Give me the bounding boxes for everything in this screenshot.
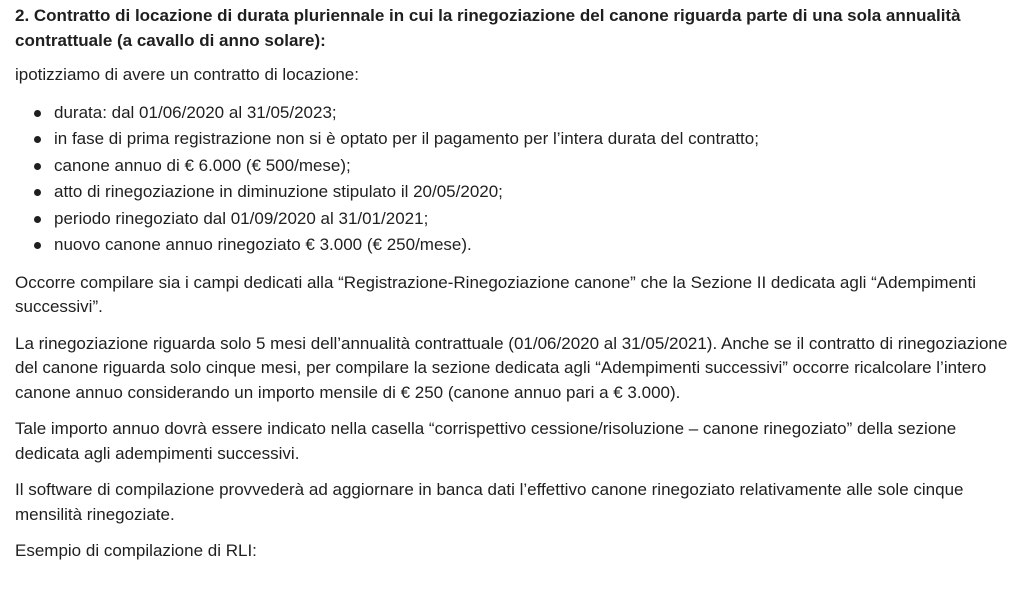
contract-details-list <box>15 100 1015 259</box>
list-item: canone annuo di € 6.000 (€ 500/mese); <box>54 153 1015 180</box>
paragraph-renegotiation: La rinegoziazione riguarda solo 5 mesi dell’annualità contrattuale (01/06/2020 al 31/05/2021). Anche se il contratto di rinegoziazione del canone riguarda solo cinque mesi, per compilare la sezione dedicata agli “Adempimenti successivi” occorre ricalcolare l’intero canone annuo considerando un importo mensile di € 250 (canone annuo pari a € 3.000). <box>15 333 1008 402</box>
list-item: periodo rinegoziato dal 01/09/2020 al 31/01/2021; <box>54 206 1015 233</box>
list-item: nuovo canone annuo rinegoziato € 3.000 (€ 250/mese). <box>54 232 1015 259</box>
paragraph-software: Il software di compilazione provvederà ad aggiornare in banca dati l’effettivo canone rinegoziato relativamente alle sole cinque mensilità rinegoziate. <box>15 480 964 524</box>
document-body <box>15 4 1015 576</box>
list-item: durata: dal 01/06/2020 al 31/05/2023; <box>54 100 1015 127</box>
paragraph-example: Esempio di compilazione di RLI: <box>15 541 257 560</box>
intro-paragraph: ipotizziamo di avere un contratto di locazione: <box>15 65 359 84</box>
list-item: atto di rinegoziazione in diminuzione stipulato il 20/05/2020; <box>54 179 1015 206</box>
paragraph-sections: Occorre compilare sia i campi dedicati alla “Registrazione-Rinegoziazione canone” che la Sezione II dedicata agli “Adempimenti successivi”. <box>15 272 976 316</box>
section-heading: 2. Contratto di locazione di durata pluriennale in cui la rinegoziazione del canone riguarda parte di una sola annualità contrattuale (a cavallo di anno solare): <box>15 6 961 50</box>
list-item: in fase di prima registrazione non si è optato per il pagamento per l’intera durata del contratto; <box>54 126 1015 153</box>
paragraph-amount: Tale importo annuo dovrà essere indicato nella casella “corrispettivo cessione/risoluzione – canone rinegoziato” della sezione dedicata agli adempimenti successivi. <box>15 419 957 463</box>
